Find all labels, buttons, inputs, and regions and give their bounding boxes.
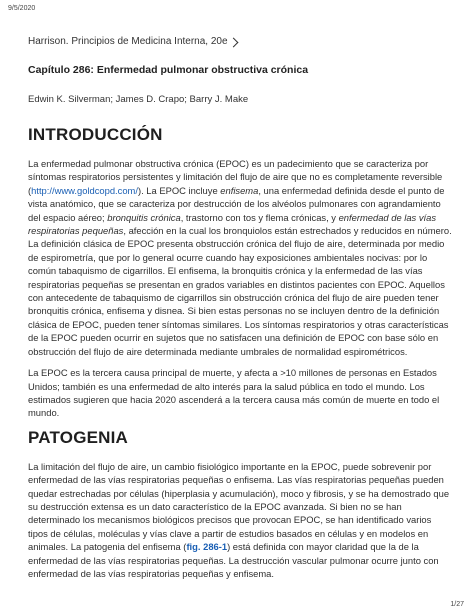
article-content	[28, 36, 452, 588]
breadcrumb[interactable]	[28, 36, 452, 47]
term-bronquitis-cronica: bronquitis crónica	[107, 211, 181, 223]
figure-link[interactable]: fig. 286-1	[186, 541, 228, 553]
term-enfisema: enfisema	[220, 184, 259, 196]
text-run: ) está definida con mayor claridad que la de la enfermedad de las vías respiratorias pequeñas. La destrucción vascular pulmonar ocurre junto con enfermedad de las vías respiratorias pequeñas y enfisema.	[28, 541, 439, 579]
chevron-right-icon[interactable]	[228, 37, 238, 47]
term-vias-respiratorias-pequenas: enfermedad de las vías respiratorias pequeñas	[28, 211, 437, 237]
breadcrumb-label[interactable]: Harrison. Principios de Medicina Interna, 20e	[28, 36, 228, 47]
chapter-title: Capítulo 286: Enfermedad pulmonar obstructiva crónica	[28, 64, 309, 76]
print-date: 9/5/2020	[8, 5, 36, 12]
patogenia-paragraph-1	[28, 460, 452, 581]
authors: Edwin K. Silverman; James D. Crapo; Barry J. Make	[28, 94, 249, 105]
text-run: ). La EPOC incluye	[137, 184, 221, 196]
text-run: , una enfermedad definida desde el punto de vista anatómico, que se caracteriza por destrucción de los alvéolos pulmonares con agrandamiento del espacio aéreo;	[28, 184, 445, 223]
section-heading-patogenia: PATOGENIA	[28, 427, 129, 447]
page-number: 1/27	[450, 601, 464, 608]
text-run: , afección en la cual los bronquiolos están estrechados y reducidos en número. La definición clásica de EPOC presenta obstrucción crónica del flujo de aire, determinada por medio de espirometría, que por lo general ocurre cuando hay exposiciones ambientales nocivas: por lo común tabaquismo de cigarrillos. El enfisema, la bronquitis crónica y la enfermedad de las vías respiratorias pequeñas se presentan en grados variables en distintos pacientes con EPOC. Aquellos con antecedente de tabaquismo de cigarrillos sin obstrucción crónica del flujo de aire pueden tener bronquitis crónica, enfisema y disnea. Si bien estas personas no se incluyen dentro de la definición clásica de EPOC, pueden tener síntomas similares. Los síntomas respiratorios y otras características de la EPOC pueden ocurrir en sujetos que no satisfacen una definición de EPOC con base sólo en obstrucción del flujo de aire determinada mediante umbrales de normalidad espirométricos.	[28, 225, 452, 357]
text-run: La limitación del flujo de aire, un cambio fisiológico importante en la EPOC, puede sobrevenir por enfermedad de las vías respiratorias pequeñas o enfisema. Las vías respiratorias pequeñas pueden quedar estrechadas por células (hiperplasia y acumulación), moco y fibrosis, y se ha demostrado que su destrucción extensa es un dato característico de la EPOC avanzada. Si bien no se han determinado los mecanismos biológicos precisos que provocan EPOC, se han identificado varios tipos de células, moléculas y vías clave a partir de estudios basados en células y en modelos en animales. La patogenia del enfisema (	[28, 460, 450, 553]
section-heading-introduccion: INTRODUCCIÓN	[28, 125, 163, 144]
intro-paragraph-1	[28, 157, 452, 358]
goldcopd-link[interactable]: http://www.goldcopd.com/	[31, 184, 138, 196]
text-run: , trastorno con tos y flema crónicas, y	[180, 211, 339, 223]
text-run: La enfermedad pulmonar obstructiva crónica (EPOC) es un padecimiento que se caracteriza por síntomas respiratorios persistentes y limitación del flujo de aire que no es completamente reversible (	[28, 158, 443, 196]
intro-paragraph-2: La EPOC es la tercera causa principal de muerte, y afecta a >10 millones de personas en Estados Unidos; también es una enfermedad de alto interés para la salud pública en todo el mundo. Los estimados sugieren que hacia 2020 ascenderá a la tercera causa más común de muerte en todo el mundo.	[28, 367, 440, 419]
